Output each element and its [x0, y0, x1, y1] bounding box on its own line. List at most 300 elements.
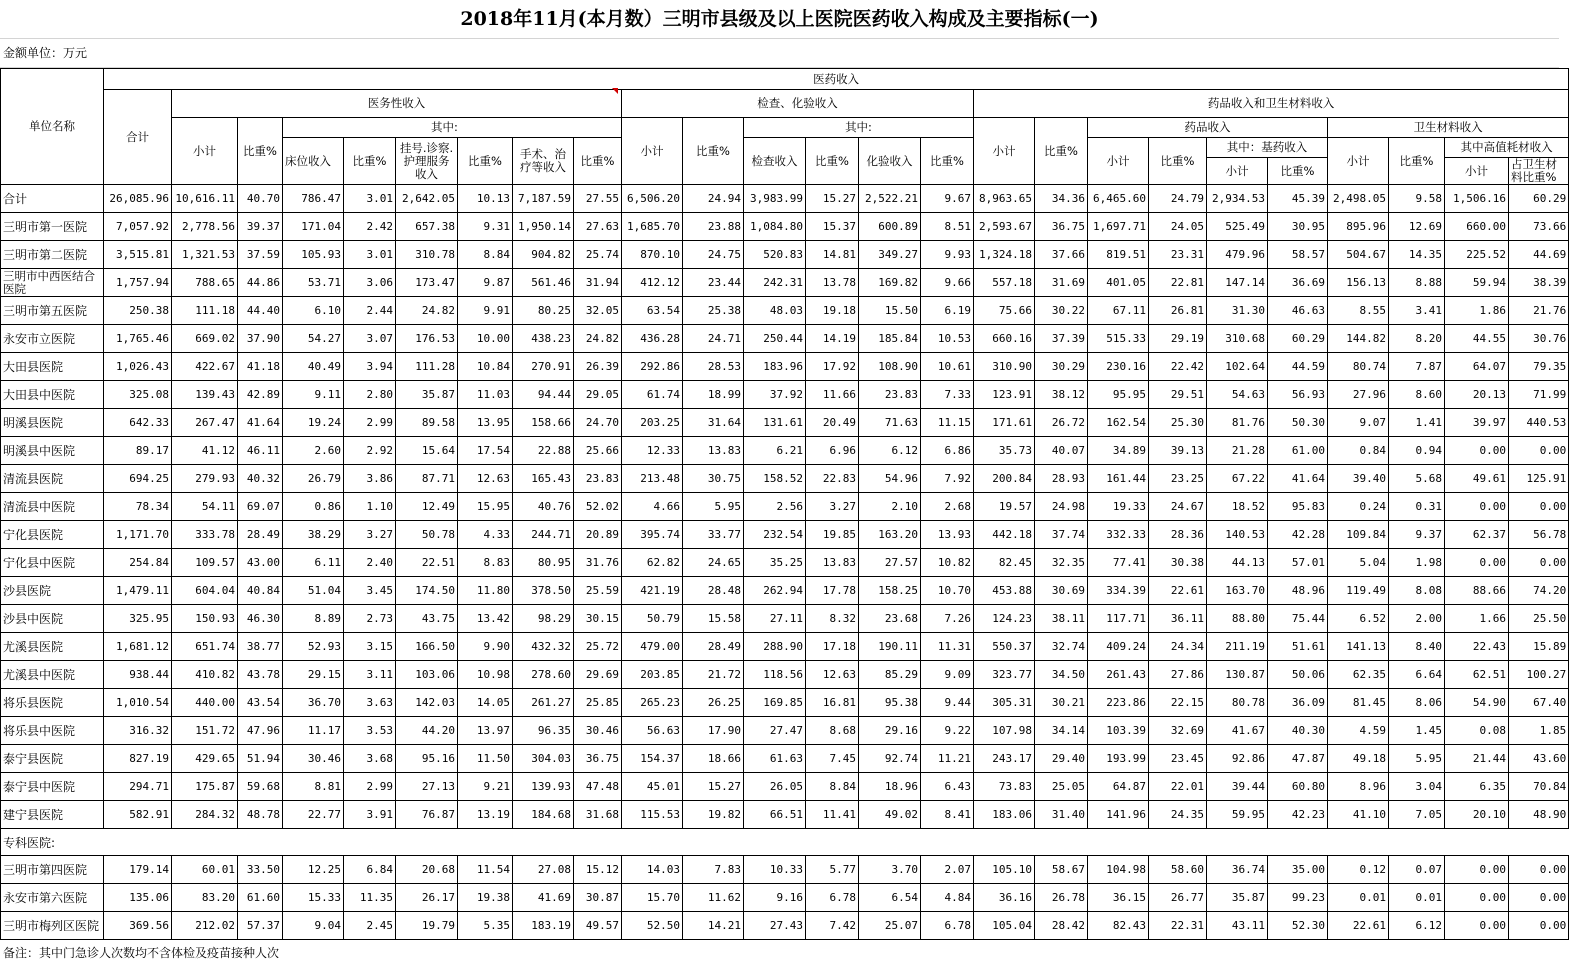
table-cell: 60.29: [1509, 185, 1569, 213]
table-cell: 5.04: [1328, 549, 1389, 577]
table-cell: 54.90: [1445, 689, 1509, 717]
table-cell: 63.54: [622, 297, 683, 325]
row-label: 三明市梅列区医院: [1, 912, 104, 940]
table-cell: 9.66: [921, 269, 974, 297]
table-cell: 44.69: [1509, 241, 1569, 269]
table-cell: 270.91: [513, 353, 574, 381]
table-cell: 2,522.21: [859, 185, 921, 213]
table-cell: 4.59: [1328, 717, 1389, 745]
table-cell: 8.55: [1328, 297, 1389, 325]
table-cell: 69.07: [238, 493, 283, 521]
table-cell: 42.89: [238, 381, 283, 409]
table-cell: 3.07: [344, 325, 396, 353]
table-cell: 15.50: [859, 297, 921, 325]
table-cell: 9.93: [921, 241, 974, 269]
table-cell: 8.20: [1389, 325, 1445, 353]
table-cell: 1.85: [1509, 717, 1569, 745]
table-cell: 47.96: [238, 717, 283, 745]
table-cell: 10,616.11: [172, 185, 238, 213]
table-cell: 49.02: [859, 801, 921, 829]
table-cell: 184.68: [513, 801, 574, 829]
table-cell: 8,963.65: [974, 185, 1035, 213]
table-cell: 95.95: [1088, 381, 1149, 409]
table-row: [1, 717, 1569, 745]
table-cell: 10.61: [921, 353, 974, 381]
table-cell: 34.36: [1035, 185, 1088, 213]
table-row: [1, 661, 1569, 689]
table-cell: 30.46: [283, 745, 344, 773]
col-drug-material-subtotal: 小计: [974, 118, 1035, 185]
table-cell: 325.08: [104, 381, 172, 409]
table-cell: 35.87: [396, 381, 458, 409]
table-cell: 2.07: [921, 856, 974, 884]
table-cell: 2.80: [344, 381, 396, 409]
table-cell: 262.94: [744, 577, 806, 605]
table-cell: 14.81: [806, 241, 859, 269]
table-cell: 25.50: [1509, 605, 1569, 633]
table-cell: 3.11: [344, 661, 396, 689]
table-cell: 24.67: [1149, 493, 1207, 521]
table-cell: 243.17: [974, 745, 1035, 773]
table-cell: 904.82: [513, 241, 574, 269]
table-cell: 10.82: [921, 549, 974, 577]
table-cell: 232.54: [744, 521, 806, 549]
table-cell: 8.06: [1389, 689, 1445, 717]
table-cell: 254.84: [104, 549, 172, 577]
table-cell: 27.47: [744, 717, 806, 745]
table-cell: 10.33: [744, 856, 806, 884]
table-cell: 25.74: [574, 241, 622, 269]
table-cell: 61.00: [1268, 437, 1328, 465]
row-label: 泰宁县医院: [1, 745, 104, 773]
table-cell: 27.57: [859, 549, 921, 577]
col-surgery-ratio: 比重%: [574, 138, 622, 185]
table-cell: 11.80: [458, 577, 513, 605]
table-cell: 41.67: [1207, 717, 1268, 745]
table-cell: 48.03: [744, 297, 806, 325]
table-cell: 3.01: [344, 185, 396, 213]
table-cell: 22.51: [396, 549, 458, 577]
table-cell: 4.66: [622, 493, 683, 521]
row-label: 清流县中医院: [1, 493, 104, 521]
table-cell: 36.70: [283, 689, 344, 717]
col-bed-ratio: 比重%: [344, 138, 396, 185]
table-cell: 135.06: [104, 884, 172, 912]
table-cell: 30.75: [683, 465, 744, 493]
table-cell: 158.52: [744, 465, 806, 493]
col-high-value: 其中高值耗材收入: [1445, 138, 1569, 158]
table-cell: 6.52: [1328, 605, 1389, 633]
table-cell: 422.67: [172, 353, 238, 381]
table-cell: 24.35: [1149, 801, 1207, 829]
table-cell: 6.96: [806, 437, 859, 465]
table-cell: 8.89: [283, 605, 344, 633]
table-row: [1, 745, 1569, 773]
table-row: [1, 493, 1569, 521]
table-cell: 60.29: [1268, 325, 1328, 353]
unit-label: 金额单位：万元: [0, 39, 1559, 68]
table-cell: 33.77: [683, 521, 744, 549]
col-drug-material-ratio: 比重%: [1035, 118, 1088, 185]
table-cell: 32.69: [1149, 717, 1207, 745]
table-cell: 27.55: [574, 185, 622, 213]
table-cell: 41.64: [238, 409, 283, 437]
data-table: [0, 68, 1569, 940]
table-cell: 24.05: [1149, 213, 1207, 241]
table-cell: 1,026.43: [104, 353, 172, 381]
table-cell: 11.54: [458, 856, 513, 884]
table-cell: 36.75: [574, 745, 622, 773]
table-cell: 561.46: [513, 269, 574, 297]
table-cell: 85.29: [859, 661, 921, 689]
table-cell: 176.53: [396, 325, 458, 353]
table-cell: 6.86: [921, 437, 974, 465]
table-cell: 108.90: [859, 353, 921, 381]
table-cell: 50.78: [396, 521, 458, 549]
table-cell: 150.93: [172, 605, 238, 633]
table-cell: 54.63: [1207, 381, 1268, 409]
col-inspection-ratio: 比重%: [806, 138, 859, 185]
table-cell: 183.06: [974, 801, 1035, 829]
table-cell: 17.18: [806, 633, 859, 661]
table-row: [1, 549, 1569, 577]
col-high-value-subtotal: 小计: [1445, 158, 1509, 185]
table-cell: 17.78: [806, 577, 859, 605]
table-cell: 58.67: [1035, 856, 1088, 884]
table-cell: 0.00: [1445, 493, 1509, 521]
col-service-of-which: 其中:: [283, 118, 622, 138]
table-cell: 3.91: [344, 801, 396, 829]
table-cell: 37.92: [744, 381, 806, 409]
table-cell: 200.84: [974, 465, 1035, 493]
table-cell: 6,506.20: [622, 185, 683, 213]
table-cell: 41.12: [172, 437, 238, 465]
table-cell: 15.89: [1509, 633, 1569, 661]
table-cell: 163.70: [1207, 577, 1268, 605]
table-cell: 15.64: [396, 437, 458, 465]
table-cell: 54.96: [859, 465, 921, 493]
col-registration-ratio: 比重%: [458, 138, 513, 185]
table-cell: 123.91: [974, 381, 1035, 409]
table-cell: 9.58: [1389, 185, 1445, 213]
table-cell: 2.92: [344, 437, 396, 465]
table-cell: 38.39: [1509, 269, 1569, 297]
table-cell: 24.65: [683, 549, 744, 577]
table-cell: 11.62: [683, 884, 744, 912]
table-cell: 26.05: [744, 773, 806, 801]
table-cell: 9.04: [283, 912, 344, 940]
table-cell: 40.84: [238, 577, 283, 605]
table-cell: 166.50: [396, 633, 458, 661]
table-cell: 49.61: [1445, 465, 1509, 493]
table-cell: 38.29: [283, 521, 344, 549]
table-cell: 819.51: [1088, 241, 1149, 269]
table-cell: 82.43: [1088, 912, 1149, 940]
table-cell: 13.97: [458, 717, 513, 745]
table-cell: 11.50: [458, 745, 513, 773]
table-cell: 29.40: [1035, 745, 1088, 773]
table-cell: 47.87: [1268, 745, 1328, 773]
col-basic-drug-subtotal: 小计: [1207, 158, 1268, 185]
table-cell: 8.84: [806, 773, 859, 801]
table-cell: 2,498.05: [1328, 185, 1389, 213]
table-cell: 2,593.67: [974, 213, 1035, 241]
table-cell: 171.61: [974, 409, 1035, 437]
table-cell: 161.44: [1088, 465, 1149, 493]
table-cell: 28.93: [1035, 465, 1088, 493]
table-cell: 30.22: [1035, 297, 1088, 325]
table-cell: 24.34: [1149, 633, 1207, 661]
table-cell: 13.42: [458, 605, 513, 633]
table-cell: 20.89: [574, 521, 622, 549]
table-cell: 32.74: [1035, 633, 1088, 661]
table-cell: 18.99: [683, 381, 744, 409]
table-cell: 440.53: [1509, 409, 1569, 437]
table-cell: 9.87: [458, 269, 513, 297]
table-cell: 26.77: [1149, 884, 1207, 912]
table-cell: 36.11: [1149, 605, 1207, 633]
table-cell: 294.71: [104, 773, 172, 801]
table-cell: 61.63: [744, 745, 806, 773]
table-cell: 92.86: [1207, 745, 1268, 773]
table-cell: 1,506.16: [1445, 185, 1509, 213]
table-row: [1, 577, 1569, 605]
table-row: [1, 353, 1569, 381]
table-cell: 5.95: [1389, 745, 1445, 773]
table-cell: 27.11: [744, 605, 806, 633]
table-row: [1, 521, 1569, 549]
table-cell: 6.78: [806, 884, 859, 912]
col-exam-income: 检查、化验收入: [622, 90, 974, 118]
table-cell: 24.71: [683, 325, 744, 353]
table-cell: 27.86: [1149, 661, 1207, 689]
table-cell: 13.19: [458, 801, 513, 829]
table-cell: 20.10: [1445, 801, 1509, 829]
table-cell: 96.35: [513, 717, 574, 745]
table-cell: 43.75: [396, 605, 458, 633]
table-cell: 156.13: [1328, 269, 1389, 297]
table-cell: 0.00: [1509, 493, 1569, 521]
table-cell: 193.99: [1088, 745, 1149, 773]
table-cell: 98.29: [513, 605, 574, 633]
table-cell: 8.51: [921, 213, 974, 241]
table-cell: 19.18: [806, 297, 859, 325]
table-cell: 26.17: [396, 884, 458, 912]
table-cell: 50.79: [622, 605, 683, 633]
table-cell: 25.30: [1149, 409, 1207, 437]
table-cell: 142.03: [396, 689, 458, 717]
table-cell: 21.76: [1509, 297, 1569, 325]
table-cell: 105.10: [974, 856, 1035, 884]
table-cell: 870.10: [622, 241, 683, 269]
table-cell: 24.79: [1149, 185, 1207, 213]
table-cell: 292.86: [622, 353, 683, 381]
table-cell: 2.00: [1389, 605, 1445, 633]
table-cell: 36.16: [974, 884, 1035, 912]
table-cell: 0.00: [1509, 884, 1569, 912]
table-cell: 8.60: [1389, 381, 1445, 409]
table-cell: 250.38: [104, 297, 172, 325]
table-cell: 212.02: [172, 912, 238, 940]
table-cell: 4.33: [458, 521, 513, 549]
table-cell: 10.53: [921, 325, 974, 353]
table-cell: 105.93: [283, 241, 344, 269]
table-cell: 31.69: [1035, 269, 1088, 297]
table-cell: 47.48: [574, 773, 622, 801]
table-cell: 30.87: [574, 884, 622, 912]
table-cell: 29.05: [574, 381, 622, 409]
specialty-header-row: [1, 829, 1569, 856]
table-cell: 81.45: [1328, 689, 1389, 717]
table-cell: 71.99: [1509, 381, 1569, 409]
table-cell: 14.21: [683, 912, 744, 940]
table-cell: 657.38: [396, 213, 458, 241]
table-cell: 244.71: [513, 521, 574, 549]
table-cell: 1,479.11: [104, 577, 172, 605]
table-cell: 53.71: [283, 269, 344, 297]
table-cell: 73.83: [974, 773, 1035, 801]
table-cell: 4.84: [921, 884, 974, 912]
table-cell: 8.81: [283, 773, 344, 801]
table-cell: 0.01: [1328, 884, 1389, 912]
table-cell: 102.64: [1207, 353, 1268, 381]
table-cell: 13.93: [921, 521, 974, 549]
col-material-ratio: 比重%: [1389, 138, 1445, 185]
table-cell: 66.51: [744, 801, 806, 829]
table-cell: 11.41: [806, 801, 859, 829]
table-cell: 9.21: [458, 773, 513, 801]
table-cell: 175.87: [172, 773, 238, 801]
table-cell: 25.72: [574, 633, 622, 661]
row-label: 宁化县中医院: [1, 549, 104, 577]
table-cell: 20.13: [1445, 381, 1509, 409]
table-cell: 7.45: [806, 745, 859, 773]
table-cell: 6.35: [1445, 773, 1509, 801]
table-cell: 54.27: [283, 325, 344, 353]
row-label: 将乐县医院: [1, 689, 104, 717]
table-cell: 104.98: [1088, 856, 1149, 884]
table-cell: 9.16: [744, 884, 806, 912]
table-cell: 9.44: [921, 689, 974, 717]
table-cell: 0.00: [1509, 549, 1569, 577]
table-cell: 432.32: [513, 633, 574, 661]
table-cell: 35.00: [1268, 856, 1328, 884]
table-cell: 40.30: [1268, 717, 1328, 745]
table-cell: 185.84: [859, 325, 921, 353]
table-cell: 19.82: [683, 801, 744, 829]
table-cell: 349.27: [859, 241, 921, 269]
table-row: [1, 856, 1569, 884]
table-cell: 22.43: [1445, 633, 1509, 661]
table-cell: 61.74: [622, 381, 683, 409]
table-cell: 95.83: [1268, 493, 1328, 521]
table-cell: 0.24: [1328, 493, 1389, 521]
table-cell: 171.04: [283, 213, 344, 241]
table-cell: 42.23: [1268, 801, 1328, 829]
table-cell: 24.75: [683, 241, 744, 269]
table-cell: 1,171.70: [104, 521, 172, 549]
table-cell: 37.59: [238, 241, 283, 269]
table-cell: 12.49: [396, 493, 458, 521]
col-bed: 床位收入: [283, 138, 344, 185]
table-cell: 49.18: [1328, 745, 1389, 773]
table-cell: 9.07: [1328, 409, 1389, 437]
col-service-income: 医务性收入: [172, 90, 622, 118]
table-cell: 3.63: [344, 689, 396, 717]
table-cell: 12.63: [806, 661, 859, 689]
table-cell: 45.01: [622, 773, 683, 801]
table-cell: 22.61: [1328, 912, 1389, 940]
table-cell: 410.82: [172, 661, 238, 689]
row-label: 三明市第四医院: [1, 856, 104, 884]
table-cell: 24.82: [396, 297, 458, 325]
table-cell: 37.39: [1035, 325, 1088, 353]
table-cell: 183.19: [513, 912, 574, 940]
table-cell: 223.86: [1088, 689, 1149, 717]
table-cell: 421.19: [622, 577, 683, 605]
table-cell: 304.03: [513, 745, 574, 773]
table-cell: 80.74: [1328, 353, 1389, 381]
table-cell: 89.58: [396, 409, 458, 437]
table-cell: 60.01: [172, 856, 238, 884]
table-cell: 7.33: [921, 381, 974, 409]
table-cell: 2.10: [859, 493, 921, 521]
col-material-share: 占卫生材料比重%: [1509, 158, 1569, 185]
table-cell: 39.13: [1149, 437, 1207, 465]
table-cell: 62.35: [1328, 661, 1389, 689]
table-cell: 28.49: [683, 633, 744, 661]
table-cell: 213.48: [622, 465, 683, 493]
table-cell: 28.42: [1035, 912, 1088, 940]
table-cell: 26,085.96: [104, 185, 172, 213]
row-label: 大田县中医院: [1, 381, 104, 409]
table-cell: 23.68: [859, 605, 921, 633]
table-cell: 1,321.53: [172, 241, 238, 269]
table-cell: 73.66: [1509, 213, 1569, 241]
table-cell: 8.32: [806, 605, 859, 633]
table-cell: 409.24: [1088, 633, 1149, 661]
table-cell: 48.90: [1509, 801, 1569, 829]
table-cell: 34.50: [1035, 661, 1088, 689]
table-row: [1, 773, 1569, 801]
col-inspection: 检查收入: [744, 138, 806, 185]
table-cell: 88.66: [1445, 577, 1509, 605]
table-cell: 13.95: [458, 409, 513, 437]
table-cell: 105.04: [974, 912, 1035, 940]
table-cell: 6.54: [859, 884, 921, 912]
table-cell: 9.11: [283, 381, 344, 409]
table-cell: 169.82: [859, 269, 921, 297]
table-cell: 17.90: [683, 717, 744, 745]
table-cell: 2,934.53: [1207, 185, 1268, 213]
table-cell: 109.84: [1328, 521, 1389, 549]
table-cell: 8.88: [1389, 269, 1445, 297]
table-cell: 5.35: [458, 912, 513, 940]
table-cell: 8.40: [1389, 633, 1445, 661]
table-cell: 261.43: [1088, 661, 1149, 689]
table-header: [1, 69, 1569, 185]
table-cell: 25.66: [574, 437, 622, 465]
row-label: 尤溪县中医院: [1, 661, 104, 689]
table-cell: 22.15: [1149, 689, 1207, 717]
table-cell: 30.21: [1035, 689, 1088, 717]
table-cell: 3,983.99: [744, 185, 806, 213]
table-row: [1, 297, 1569, 325]
table-cell: 25.38: [683, 297, 744, 325]
table-cell: 30.95: [1268, 213, 1328, 241]
table-cell: 261.27: [513, 689, 574, 717]
table-cell: 11.17: [283, 717, 344, 745]
